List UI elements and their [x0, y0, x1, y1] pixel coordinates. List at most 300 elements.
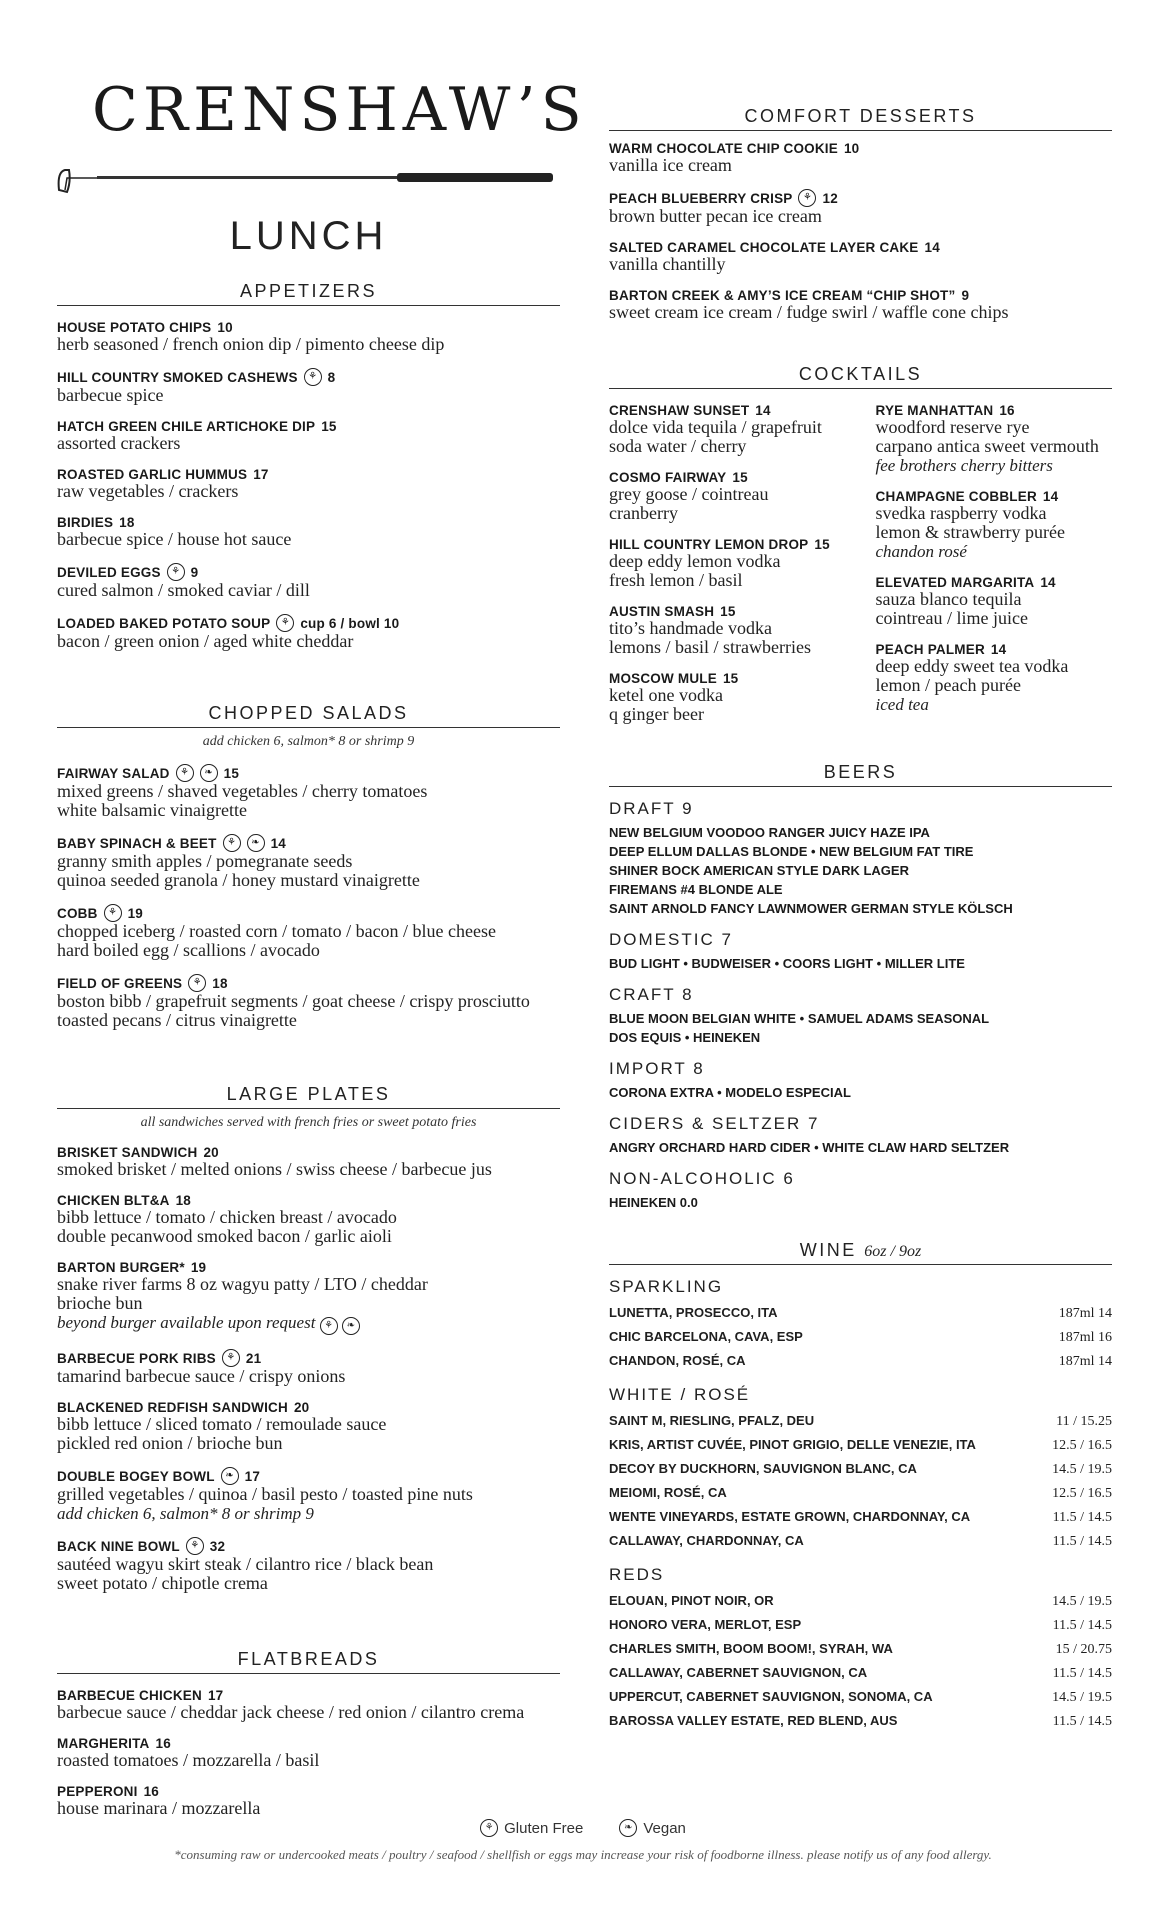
menu-item: [57, 1260, 560, 1335]
item-name: SALTED CARAMEL CHOCOLATE LAYER CAKE: [609, 240, 919, 255]
item-name-row: [609, 537, 846, 552]
flatbreads-heading: FLATBREADS: [57, 1649, 560, 1674]
large-plates-heading: LARGE PLATES: [57, 1084, 560, 1109]
item-description: sauza blanco tequila: [875, 589, 1022, 609]
item-price: 19: [190, 1260, 207, 1275]
item-description: chopped iceberg / roasted corn / tomato / bacon / blue cheese: [57, 921, 497, 941]
menu-item: [57, 1467, 560, 1523]
item-name: PEACH BLUEBERRY CRISP: [609, 190, 793, 206]
item-name-row: [609, 403, 846, 418]
item-name-row: [57, 834, 560, 852]
item-description: barbecue spice / house hot sauce: [57, 529, 292, 549]
wine-name: HONORO VERA, MERLOT, ESP: [609, 1617, 802, 1632]
menu-item: [57, 515, 560, 549]
wine-category: SPARKLING: [609, 1277, 724, 1296]
item-price: 12: [822, 190, 838, 206]
item-name-row: [57, 320, 560, 335]
item-description: sautéed wagyu skirt steak / cilantro rice / black bean: [57, 1554, 434, 1574]
item-price: 14: [990, 642, 1007, 657]
item-description: brown butter pecan ice cream: [609, 206, 822, 226]
item-name-row: [876, 489, 1113, 504]
leaf-icon: ❧: [200, 764, 218, 782]
item-note-text: iced tea: [875, 695, 929, 714]
item-description: sweet potato / chipotle crema: [57, 1573, 268, 1593]
menu-item: [57, 1736, 560, 1770]
item-description: barbecue spice: [57, 385, 164, 405]
item-name-row: [57, 467, 560, 482]
item-name: DOUBLE BOGEY BOWL: [57, 1468, 215, 1484]
item-note: [876, 695, 1113, 714]
desserts-list: [609, 141, 1112, 322]
menu-item: [57, 1537, 560, 1593]
item-description: snake river farms 8 oz wagyu patty / LTO / cheddar: [57, 1274, 428, 1294]
item-name: HATCH GREEN CHILE ARTICHOKE DIP: [57, 419, 316, 434]
wine-row: [609, 1349, 1112, 1373]
wine-price: 14.5 / 19.5: [1052, 1690, 1112, 1705]
wine-price: 15 / 20.75: [1055, 1642, 1112, 1657]
wheat-icon: ⚘: [188, 974, 206, 992]
beer-category: IMPORT 8: [609, 1059, 705, 1078]
item-name: DEVILED EGGS: [57, 564, 161, 580]
item-description: vanilla ice cream: [609, 155, 732, 175]
menu-item: [57, 1349, 560, 1386]
item-price: 20: [203, 1145, 219, 1160]
desserts-heading: COMFORT DESSERTS: [609, 106, 1112, 131]
item-note: [57, 1313, 560, 1335]
item-price: cup 6 / bowl 10: [300, 615, 400, 631]
wine-name: BAROSSA VALLEY ESTATE, RED BLEND, AUS: [609, 1713, 898, 1728]
item-name-row: [57, 515, 560, 530]
item-name: FIELD OF GREENS: [57, 975, 183, 991]
menu-item: [609, 604, 846, 657]
item-name: PEACH PALMER: [875, 642, 985, 657]
wheat-icon: ⚘: [222, 1349, 240, 1367]
wine-row: [609, 1637, 1112, 1661]
item-name-row: [57, 1688, 560, 1703]
item-name: AUSTIN SMASH: [609, 604, 715, 619]
disclaimer: *consuming raw or undercooked meats / poultry / seafood / shellfish or eggs may increase your risk of foodborne illness. please notify us of any food allergy.: [174, 1847, 992, 1862]
item-price: 15: [321, 419, 337, 434]
item-name: BACK NINE BOWL: [57, 1538, 180, 1554]
item-price: 18: [212, 975, 228, 991]
wine-row: [609, 1661, 1112, 1685]
item-name: HILL COUNTRY SMOKED CASHEWS: [57, 369, 298, 385]
menu-item: [57, 1145, 560, 1179]
beer-line: BLUE MOON BELGIAN WHITE • SAMUEL ADAMS SEASONAL: [609, 1011, 990, 1026]
item-price: 14: [1042, 489, 1059, 504]
item-name: BARTON BURGER*: [57, 1260, 185, 1275]
wine-row: [609, 1685, 1112, 1709]
item-price: 14: [755, 403, 771, 418]
item-note-text: beyond burger available upon request: [57, 1313, 316, 1332]
beer-line: FIREMANS #4 BLONDE ALE: [609, 882, 783, 897]
cocktails-heading: COCKTAILS: [609, 364, 1112, 389]
beer-line: NEW BELGIUM VOODOO RANGER JUICY HAZE IPA: [609, 825, 930, 840]
salads-list: [57, 764, 560, 1030]
item-description: svedka raspberry vodka: [875, 503, 1047, 523]
item-price: 15: [722, 671, 739, 686]
menu-item: [609, 537, 846, 590]
item-name: BARBECUE CHICKEN: [57, 1688, 202, 1703]
item-description: dolce vida tequila / grapefruit: [609, 417, 822, 437]
wine-row: [609, 1301, 1112, 1325]
wine-row: [609, 1589, 1112, 1613]
item-price: 9: [961, 288, 970, 303]
wine-row: [609, 1433, 1112, 1457]
cocktails-right-list: [876, 403, 1113, 738]
brand-header: [57, 70, 587, 190]
wine-price: 11 / 15.25: [1056, 1414, 1112, 1429]
wine-category: WHITE / ROSÉ: [609, 1385, 751, 1404]
item-note-text: fee brothers cherry bitters: [875, 456, 1053, 475]
flatbreads-list: [57, 1688, 560, 1818]
wine-name: UPPERCUT, CABERNET SAUVIGNON, SONOMA, CA: [609, 1689, 933, 1704]
wheat-icon: ⚘: [276, 614, 294, 632]
item-description: smoked brisket / melted onions / swiss cheese / barbecue jus: [57, 1159, 492, 1179]
beer-line: ANGRY ORCHARD HARD CIDER • WHITE CLAW HARD SELTZER: [609, 1140, 1010, 1155]
beers-heading: BEERS: [609, 762, 1112, 787]
wine-price: 12.5 / 16.5: [1052, 1486, 1112, 1501]
item-description: herb seasoned / french onion dip / pimento cheese dip: [57, 334, 445, 354]
item-name-row: [57, 1467, 560, 1485]
wine-price: 187ml 16: [1058, 1330, 1112, 1345]
item-description: double pecanwood smoked bacon / garlic aioli: [57, 1226, 392, 1246]
large-plates-list: [57, 1145, 560, 1593]
item-name: HILL COUNTRY LEMON DROP: [609, 537, 809, 552]
item-name: FAIRWAY SALAD: [57, 765, 170, 781]
wine-name: MEIOMI, ROSÉ, CA: [609, 1485, 727, 1500]
beer-category: NON-ALCOHOLIC 6: [609, 1169, 795, 1188]
menu-item: [609, 470, 846, 523]
wine-price: 187ml 14: [1058, 1306, 1112, 1321]
item-description: white balsamic vinaigrette: [57, 800, 247, 820]
item-name: CRENSHAW SUNSET: [609, 403, 750, 418]
item-description: deep eddy lemon vodka: [609, 551, 781, 571]
item-name-row: [609, 240, 1112, 255]
item-price: 15: [732, 470, 748, 485]
menu-item: [57, 320, 560, 354]
item-description: fresh lemon / basil: [609, 570, 743, 590]
item-name-row: [57, 1193, 560, 1208]
item-name-row: [57, 904, 560, 922]
leaf-icon: ❧: [619, 1819, 637, 1837]
item-name: CHICKEN BLT&A: [57, 1193, 170, 1208]
item-name: COBB: [57, 905, 98, 921]
item-price: 15: [223, 765, 240, 781]
wine-price: 11.5 / 14.5: [1052, 1618, 1112, 1633]
wine-row: [609, 1457, 1112, 1481]
menu-title: LUNCH: [229, 214, 388, 258]
menu-item: [57, 1688, 560, 1722]
menu-item: [57, 563, 560, 600]
item-name-row: [876, 642, 1113, 657]
wheat-icon: ⚘: [176, 764, 194, 782]
wine-title: WINE: [799, 1240, 857, 1260]
item-description: sweet cream ice cream / fudge swirl / waffle cone chips: [609, 302, 1009, 322]
item-price: 16: [999, 403, 1015, 418]
menu-item: [57, 368, 560, 405]
item-name: PEPPERONI: [57, 1784, 138, 1799]
dietary-legend: [0, 1819, 1166, 1837]
menu-item: [57, 1784, 560, 1818]
item-price: 8: [327, 369, 336, 385]
item-name-row: [57, 419, 560, 434]
menu-item: [57, 614, 560, 651]
wine-price: 187ml 14: [1058, 1354, 1112, 1369]
wheat-icon: ⚘: [480, 1819, 498, 1837]
beer-category: DRAFT 9: [609, 799, 694, 818]
menu-item: [609, 403, 846, 456]
item-name-row: [57, 563, 560, 581]
item-name: BRISKET SANDWICH: [57, 1145, 198, 1160]
item-name-row: [57, 1736, 560, 1751]
menu-item: [57, 467, 560, 501]
item-name-row: [57, 1537, 560, 1555]
item-price: 19: [127, 905, 143, 921]
item-price: 9: [190, 564, 199, 580]
wine-name: CHIC BARCELONA, CAVA, ESP: [609, 1329, 803, 1344]
item-name-row: [609, 604, 846, 619]
beer-line: HEINEKEN 0.0: [609, 1195, 698, 1210]
item-name: LOADED BAKED POTATO SOUP: [57, 615, 271, 631]
item-description: lemon / peach purée: [875, 675, 1021, 695]
item-price: 17: [207, 1688, 224, 1703]
item-price: 21: [245, 1350, 262, 1366]
wine-name: ELOUAN, PINOT NOIR, OR: [609, 1593, 774, 1608]
item-price: 16: [143, 1784, 159, 1799]
wheat-icon: ⚘: [104, 904, 122, 922]
wine-price: 11.5 / 14.5: [1052, 1714, 1112, 1729]
item-description: brioche bun: [57, 1293, 143, 1313]
left-column: [57, 70, 587, 1832]
item-name-row: [57, 1260, 560, 1275]
wheat-icon: ⚘: [798, 189, 816, 207]
menu-item: [57, 1400, 560, 1453]
item-description: quinoa seeded granola / honey mustard vinaigrette: [57, 870, 420, 890]
cocktails-left-list: [609, 403, 846, 738]
item-name-row: [57, 1349, 560, 1367]
menu-item: [57, 834, 560, 890]
item-name-row: [57, 368, 560, 386]
item-note: [57, 1504, 560, 1523]
menu-item: [57, 974, 560, 1030]
menu-item: [876, 489, 1113, 561]
footer: [0, 1819, 1166, 1863]
item-description: toasted pecans / citrus vinaigrette: [57, 1010, 297, 1030]
beer-line: DOS EQUIS • HEINEKEN: [609, 1030, 761, 1045]
item-description: deep eddy sweet tea vodka: [875, 656, 1069, 676]
wine-price: 14.5 / 19.5: [1052, 1462, 1112, 1477]
cocktails-grid: [609, 403, 1112, 738]
beer-line: DEEP ELLUM DALLAS BLONDE • NEW BELGIUM FAT TIRE: [609, 844, 974, 859]
wine-heading: [609, 1240, 1112, 1265]
menu-item: [57, 764, 560, 820]
item-description: vanilla chantilly: [609, 254, 726, 274]
item-description: lemons / basil / strawberries: [609, 637, 811, 657]
item-name: MOSCOW MULE: [609, 671, 717, 686]
legend-gf-label: Gluten Free: [504, 1819, 584, 1837]
menu-item: [57, 904, 560, 960]
item-name: COSMO FAIRWAY: [609, 470, 727, 485]
wheat-icon: ⚘: [167, 563, 185, 581]
item-name: RYE MANHATTAN: [875, 403, 994, 418]
wine-name: CHARLES SMITH, BOOM BOOM!, SYRAH, WA: [609, 1641, 893, 1656]
item-name: WARM CHOCOLATE CHIP COOKIE: [609, 141, 838, 156]
salads-note: add chicken 6, salmon* 8 or shrimp 9: [202, 734, 415, 749]
large-plates-note: all sandwiches served with french fries or sweet potato fries: [140, 1115, 477, 1130]
item-description: grey goose / cointreau: [609, 484, 769, 504]
item-price: 14: [270, 835, 286, 851]
menu-item: [609, 141, 1112, 175]
wine-name: CALLAWAY, CHARDONNAY, CA: [609, 1533, 804, 1548]
item-name-row: [57, 974, 560, 992]
leaf-icon: ❧: [342, 1317, 360, 1335]
item-name: ROASTED GARLIC HUMMUS: [57, 467, 248, 482]
item-description: cranberry: [609, 503, 678, 523]
leaf-icon: ❧: [221, 1467, 239, 1485]
item-description: bibb lettuce / tomato / chicken breast / avocado: [57, 1207, 397, 1227]
wine-row: [609, 1325, 1112, 1349]
item-name: ELEVATED MARGARITA: [875, 575, 1035, 590]
item-price: 18: [175, 1193, 192, 1208]
wine-price: 11.5 / 14.5: [1052, 1510, 1112, 1525]
item-description: cured salmon / smoked caviar / dill: [57, 580, 310, 600]
menu-item: [876, 575, 1113, 628]
beer-category: CIDERS & SELTZER 7: [609, 1114, 820, 1133]
item-description: granny smith apples / pomegranate seeds: [57, 851, 353, 871]
item-price: 10: [217, 320, 233, 335]
wine-name: SAINT M, RIESLING, PFALZ, DEU: [609, 1413, 815, 1428]
item-price: 17: [244, 1468, 261, 1484]
menu-item: [609, 240, 1112, 274]
salads-heading: CHOPPED SALADS: [57, 703, 560, 728]
item-description: woodford reserve rye: [875, 417, 1030, 437]
menu-item: [876, 642, 1113, 714]
item-name-row: [609, 671, 846, 686]
wine-price: 12.5 / 16.5: [1052, 1438, 1112, 1453]
wine-row: [609, 1481, 1112, 1505]
item-name-row: [609, 189, 1112, 207]
item-description: bacon / green onion / aged white cheddar: [57, 631, 354, 651]
item-price: 15: [720, 604, 736, 619]
wheat-icon: ⚘: [304, 368, 322, 386]
menu-item: [57, 1193, 560, 1246]
item-description: pickled red onion / brioche bun: [57, 1433, 283, 1453]
item-price: 15: [814, 537, 830, 552]
item-description: carpano antica sweet vermouth: [875, 436, 1099, 456]
item-description: hard boiled egg / scallions / avocado: [57, 940, 320, 960]
wine-price: 11.5 / 14.5: [1052, 1534, 1112, 1549]
item-name: HOUSE POTATO CHIPS: [57, 320, 212, 335]
beer-category: DOMESTIC 7: [609, 930, 733, 949]
item-price: 14: [924, 240, 940, 255]
menu-item: [57, 419, 560, 453]
item-description: ketel one vodka: [609, 685, 723, 705]
item-name: BLACKENED REDFISH SANDWICH: [57, 1400, 288, 1415]
item-description: barbecue sauce / cheddar jack cheese / red onion / cilantro crema: [57, 1702, 525, 1722]
appetizers-list: [57, 320, 560, 651]
beer-line: SHINER BOCK AMERICAN STYLE DARK LAGER: [609, 863, 909, 878]
item-price: 17: [253, 467, 269, 482]
item-name: BABY SPINACH & BEET: [57, 835, 217, 851]
wine-name: WENTE VINEYARDS, ESTATE GROWN, CHARDONNAY, CA: [609, 1509, 971, 1524]
wine-row: [609, 1613, 1112, 1637]
wheat-icon: ⚘: [186, 1537, 204, 1555]
item-name-row: [876, 575, 1113, 590]
item-name-row: [57, 1400, 560, 1415]
wine-name: LUNETTA, PROSECCO, ITA: [609, 1305, 778, 1320]
wheat-icon: ⚘: [320, 1317, 338, 1335]
item-name: BARBECUE PORK RIBS: [57, 1350, 216, 1366]
beer-line: CORONA EXTRA • MODELO ESPECIAL: [609, 1085, 851, 1100]
beer-category: CRAFT 8: [609, 985, 694, 1004]
item-description: assorted crackers: [57, 433, 181, 453]
item-name-row: [609, 470, 846, 485]
item-note-text: chandon rosé: [875, 542, 967, 561]
wine-subtitle: 6oz / 9oz: [864, 1243, 922, 1260]
brand-name: CRENSHAW’S: [92, 75, 587, 145]
item-description: tito’s handmade vodka: [609, 618, 772, 638]
item-description: raw vegetables / crackers: [57, 481, 239, 501]
legend-gluten-free: [480, 1819, 583, 1837]
wine-row: [609, 1505, 1112, 1529]
wine-list: [609, 1277, 1112, 1733]
item-name-row: [57, 614, 560, 632]
item-description: grilled vegetables / quinoa / basil pesto / toasted pine nuts: [57, 1484, 473, 1504]
wine-name: DECOY BY DUCKHORN, SAUVIGNON BLANC, CA: [609, 1461, 917, 1476]
item-name: BIRDIES: [57, 515, 114, 530]
right-column: [609, 106, 1112, 1733]
item-name: MARGHERITA: [57, 1736, 150, 1751]
legend-vegan-label: Vegan: [643, 1819, 686, 1837]
item-price: 10: [843, 141, 860, 156]
item-note-text: add chicken 6, salmon* 8 or shrimp 9: [57, 1504, 314, 1523]
wine-price: 14.5 / 19.5: [1052, 1594, 1112, 1609]
item-price: 14: [1040, 575, 1056, 590]
item-description: soda water / cherry: [609, 436, 747, 456]
wine-name: CALLAWAY, CABERNET SAUVIGNON, CA: [609, 1665, 868, 1680]
wine-name: KRIS, ARTIST CUVÉE, PINOT GRIGIO, DELLE VENEZIE, ITA: [609, 1437, 976, 1452]
item-name: BARTON CREEK & AMY’S ICE CREAM “CHIP SHOT”: [609, 288, 956, 303]
item-description: bibb lettuce / sliced tomato / remoulade sauce: [57, 1414, 387, 1434]
item-price: 16: [155, 1736, 171, 1751]
item-price: 20: [293, 1400, 310, 1415]
beer-line: BUD LIGHT • BUDWEISER • COORS LIGHT • MILLER LITE: [609, 956, 965, 971]
wine-row: [609, 1409, 1112, 1433]
beers-list: [609, 799, 1112, 1212]
item-note: [876, 456, 1113, 475]
item-description: roasted tomatoes / mozzarella / basil: [57, 1750, 320, 1770]
item-name-row: [57, 1784, 560, 1799]
wheat-icon: ⚘: [223, 834, 241, 852]
wine-price: 11.5 / 14.5: [1052, 1666, 1112, 1681]
item-name-row: [609, 288, 1112, 303]
item-description: tamarind barbecue sauce / crispy onions: [57, 1366, 346, 1386]
item-name-row: [57, 764, 560, 782]
item-price: 32: [209, 1538, 226, 1554]
menu-item: [609, 671, 846, 724]
item-name: CHAMPAGNE COBBLER: [875, 489, 1037, 504]
wine-row: [609, 1529, 1112, 1553]
menu-item: [609, 288, 1112, 322]
item-price: 18: [119, 515, 135, 530]
beer-line: SAINT ARNOLD FANCY LAWNMOWER GERMAN STYLE KÖLSCH: [609, 901, 1013, 916]
leaf-icon: ❧: [247, 834, 265, 852]
item-description: mixed greens / shaved vegetables / cherry tomatoes: [57, 781, 428, 801]
golf-club-illustration: [57, 152, 557, 202]
item-note: [876, 542, 1113, 561]
item-name-row: [609, 141, 1112, 156]
